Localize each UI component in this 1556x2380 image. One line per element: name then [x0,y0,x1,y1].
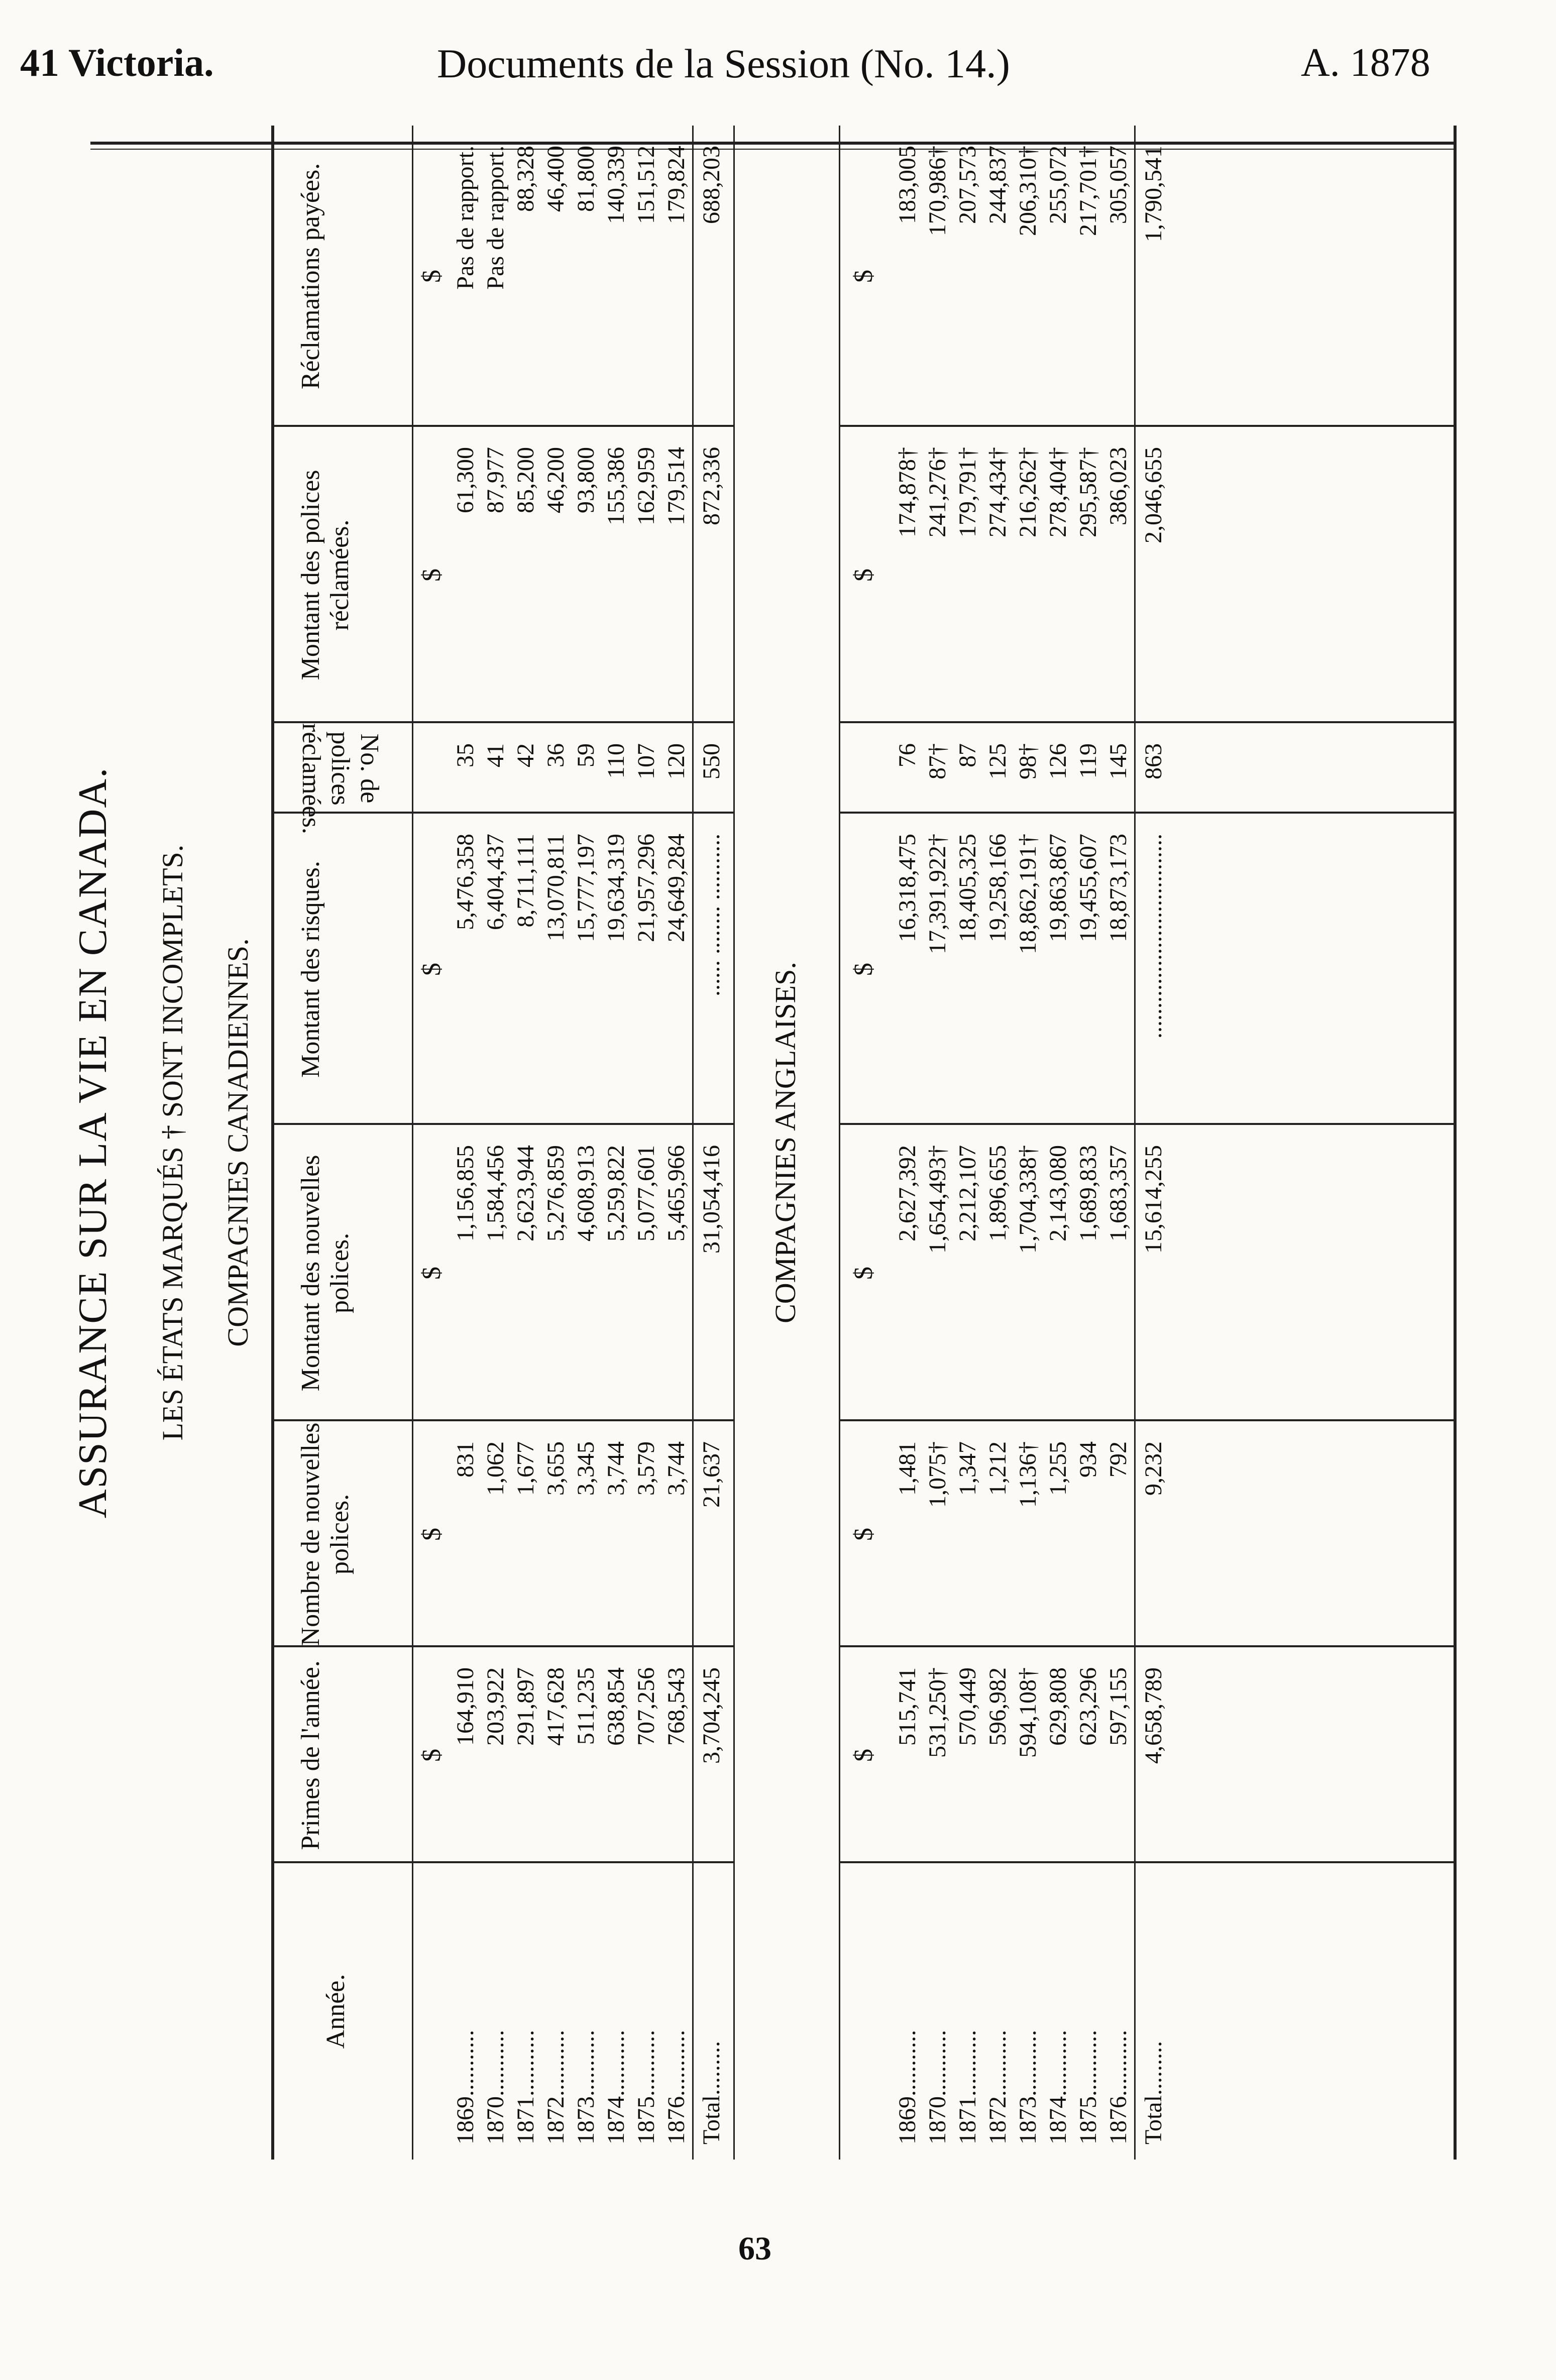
year-cell: 1876........... [1105,2030,1132,2144]
table-rule [839,126,840,2160]
page-header [0,40,1556,116]
data-cell: 2,143,080 [1045,1145,1071,1241]
data-cell: 1,062 [482,1441,509,1496]
data-cell: 6,404,437 [482,834,509,930]
data-cell: 203,922 [482,1667,509,1746]
data-cell: 120 [663,743,690,779]
year-cell: 1872........... [542,2030,569,2144]
column-header-reclamees: Montant des polices réclamées. [296,470,354,681]
data-cell: 1,689,833 [1075,1145,1101,1241]
data-cell: 570,449 [954,1667,981,1746]
data-cell: 18,405,325 [954,834,981,942]
dollar-sign: $ [417,1528,446,1541]
data-cell: 19,863,867 [1045,834,1071,942]
data-cell: 151,512 [633,146,659,224]
dollar-sign: $ [417,963,446,976]
data-cell: 110 [603,743,629,779]
column-header-nombre: Nombre de nouvelles polices. [296,1422,354,1646]
table-rule [271,126,274,2160]
data-cell: 417,628 [542,1667,569,1746]
data-cell: 21,957,296 [633,834,659,942]
table-rule [1134,126,1136,2160]
data-cell: 291,897 [512,1667,539,1746]
data-cell: 87† [924,743,951,779]
data-cell: 179,824 [663,146,690,224]
data-cell: 98† [1015,743,1041,779]
data-cell: Pas de rapport. [482,146,509,290]
year-cell: 1874........... [1045,2030,1071,2144]
data-cell: 179,514 [663,447,690,525]
data-cell: 4,608,913 [573,1145,599,1241]
year-cell: 1875........... [633,2030,659,2144]
data-cell: 5,259,822 [603,1145,629,1241]
data-cell: 792 [1105,1441,1132,1478]
data-cell: 255,072 [1045,146,1071,224]
data-cell: 42 [512,743,539,767]
data-cell: 61,300 [452,447,479,513]
data-cell: 1,584,456 [482,1145,509,1241]
data-cell: 140,339 [603,146,629,224]
year-cell: 1870........... [482,2030,509,2144]
data-cell: 831 [452,1441,479,1478]
table-rule [412,126,413,2160]
dollar-sign: $ [417,1749,446,1762]
data-cell: 934 [1075,1441,1101,1478]
data-cell: 5,077,601 [633,1145,659,1241]
data-cell: 24,649,284 [663,834,690,942]
data-cell: 2,627,392 [894,1145,921,1241]
year-cell: 1872........... [984,2030,1011,2144]
year-cell: 1876........... [663,2030,690,2144]
data-cell: 305,057 [1105,146,1132,224]
data-cell: 511,235 [573,1667,599,1745]
column-header-risques: Montant des risques. [296,861,325,1078]
data-cell: 125 [984,743,1011,779]
header-center: Documents de la Session (No. 14.) [437,41,1010,86]
data-cell: 145 [1105,743,1132,779]
column-header-annee: Année. [321,1974,350,2049]
data-cell: 76 [894,743,921,767]
data-cell: 594,108† [1015,1667,1041,1758]
data-cell: 1,677 [512,1441,539,1496]
data-cell: 87 [954,743,981,767]
data-grid [271,126,1457,2160]
column-header-payees: Réclamations payées. [296,163,325,390]
data-cell: 5,476,358 [452,834,479,930]
year-cell: 1870........... [924,2030,951,2144]
data-cell: 596,982 [984,1667,1011,1746]
data-cell: 274,434† [984,447,1011,537]
data-cell: 3,655 [542,1441,569,1496]
data-cell: 1,156,855 [452,1145,479,1241]
data-cell: 3,744 [663,1441,690,1496]
data-cell: 8,711,111 [512,834,539,928]
data-cell: 217,701† [1075,146,1101,236]
data-cell: 81,800 [573,146,599,212]
data-cell: 1,481 [894,1441,921,1496]
dollar-sign: $ [417,270,446,283]
data-cell: 1,896,655 [984,1145,1011,1241]
data-cell: 2,212,107 [954,1145,981,1241]
total-cell: 550 [698,743,725,779]
data-cell: 638,854 [603,1667,629,1746]
data-cell: 531,250† [924,1667,951,1758]
total-label: Total......... [1140,2041,1167,2144]
data-cell: 119 [1075,743,1101,779]
dollar-sign: $ [849,963,878,976]
data-cell: 41 [482,743,509,767]
data-cell: 2,623,944 [512,1145,539,1241]
table-rule [733,126,735,2160]
total-cell: 21,637 [698,1441,725,1508]
year-cell: 1873........... [1015,2030,1041,2144]
data-cell: 1,075† [924,1441,951,1508]
total-cell: 863 [1140,743,1167,779]
data-cell: 36 [542,743,569,767]
data-cell: 707,256 [633,1667,659,1746]
data-cell: 164,910 [452,1667,479,1746]
data-cell: 1,347 [954,1441,981,1496]
table-subtitle: LES ÉTATS MARQUÉS † SONT INCOMPLETS. [156,844,189,1441]
data-cell: 18,873,173 [1105,834,1132,942]
data-cell: 207,573 [954,146,981,224]
data-cell: 126 [1045,743,1071,779]
data-cell: 597,155 [1105,1667,1132,1746]
data-cell: 1,212 [984,1441,1011,1496]
data-cell: 623,296 [1075,1667,1101,1746]
data-cell: 18,862,191† [1015,834,1041,954]
total-cell: 31,054,416 [698,1145,725,1254]
data-cell: 19,455,607 [1075,834,1101,942]
dollar-sign: $ [417,1267,446,1280]
data-cell: 170,986† [924,146,951,236]
year-cell: 1871........... [954,2030,981,2144]
table-rule [1454,126,1457,2160]
group-title-canadiennes: COMPAGNIES CANADIENNES. [221,938,254,1347]
year-cell: 1873........... [573,2030,599,2144]
year-cell: 1874........... [603,2030,629,2144]
data-cell: 241,276† [924,447,951,537]
data-cell: 3,345 [573,1441,599,1496]
total-label: Total......... [698,2041,725,2144]
header-right: A. 1878 [1301,41,1430,85]
data-cell: Pas de rapport. [452,146,479,290]
data-cell: 3,579 [633,1441,659,1496]
table-rule [692,126,694,2160]
total-cell: .................................. [1140,834,1167,1039]
data-cell: 162,959 [633,447,659,525]
year-cell: 1871........... [512,2030,539,2144]
group-title-anglaises: COMPAGNIES ANGLAISES. [769,962,802,1323]
total-cell: 688,203 [698,146,725,224]
data-cell: 93,800 [573,447,599,513]
data-cell: 5,465,966 [663,1145,690,1241]
data-cell: 107 [633,743,659,779]
data-cell: 15,777,197 [573,834,599,942]
data-cell: 1,683,357 [1105,1145,1132,1241]
data-cell: 13,070,811 [542,834,569,942]
header-left: 41 Victoria. [20,41,214,84]
data-cell: 19,258,166 [984,834,1011,942]
total-cell: 2,046,655 [1140,447,1167,543]
total-cell: 872,336 [698,447,725,525]
data-cell: 515,741 [894,1667,921,1746]
dollar-sign: $ [849,1749,878,1762]
data-cell: 216,262† [1015,447,1041,537]
page-number: 63 [738,2230,771,2267]
data-cell: 19,634,319 [603,834,629,942]
data-cell: 16,318,475 [894,834,921,942]
dollar-sign: $ [417,569,446,582]
data-cell: 295,587† [1075,447,1101,537]
dollar-sign: $ [849,270,878,283]
table-title: ASSURANCE SUR LA VIE EN CANADA. [71,766,115,1519]
dollar-sign: $ [849,1267,878,1280]
column-header-nouvelles: Montant des nouvelles polices. [296,1155,354,1392]
year-cell: 1869........... [894,2030,921,2144]
total-cell: 9,232 [1140,1441,1167,1496]
total-cell: 3,704,245 [698,1667,725,1764]
data-cell: 59 [573,743,599,767]
column-header-primes: Primes de l'année. [296,1660,325,1850]
data-cell: 183,005 [894,146,921,224]
data-cell: 46,200 [542,447,569,513]
data-cell: 3,744 [603,1441,629,1496]
data-cell: 5,276,859 [542,1145,569,1241]
total-cell: ...... ........ ........... [698,834,725,996]
data-cell: 1,654,493† [924,1145,951,1254]
dollar-sign: $ [849,1528,878,1541]
year-cell: 1869........... [452,2030,479,2144]
rotated-table [70,126,1457,2160]
data-cell: 88,328 [512,146,539,212]
data-cell: 244,837 [984,146,1011,224]
total-cell: 1,790,541 [1140,146,1167,242]
total-cell: 4,658,789 [1140,1667,1167,1764]
data-cell: 46,400 [542,146,569,212]
data-cell: 768,543 [663,1667,690,1746]
total-cell: 15,614,255 [1140,1145,1167,1254]
data-cell: 174,878† [894,447,921,537]
data-cell: 85,200 [512,447,539,513]
data-cell: 1,255 [1045,1441,1071,1496]
year-cell: 1875........... [1075,2030,1101,2144]
data-cell: 278,404† [1045,447,1071,537]
data-cell: 1,704,338† [1015,1145,1041,1254]
column-header-no_polices: No. de polices réclamées. [297,723,384,834]
data-cell: 629,808 [1045,1667,1071,1746]
data-cell: 206,310† [1015,146,1041,236]
data-cell: 35 [452,743,479,767]
data-cell: 386,023 [1105,447,1132,525]
data-cell: 87,977 [482,447,509,513]
data-cell: 1,136† [1015,1441,1041,1508]
data-cell: 155,386 [603,447,629,525]
dollar-sign: $ [849,569,878,582]
data-cell: 179,791† [954,447,981,537]
data-cell: 17,391,922† [924,834,951,954]
